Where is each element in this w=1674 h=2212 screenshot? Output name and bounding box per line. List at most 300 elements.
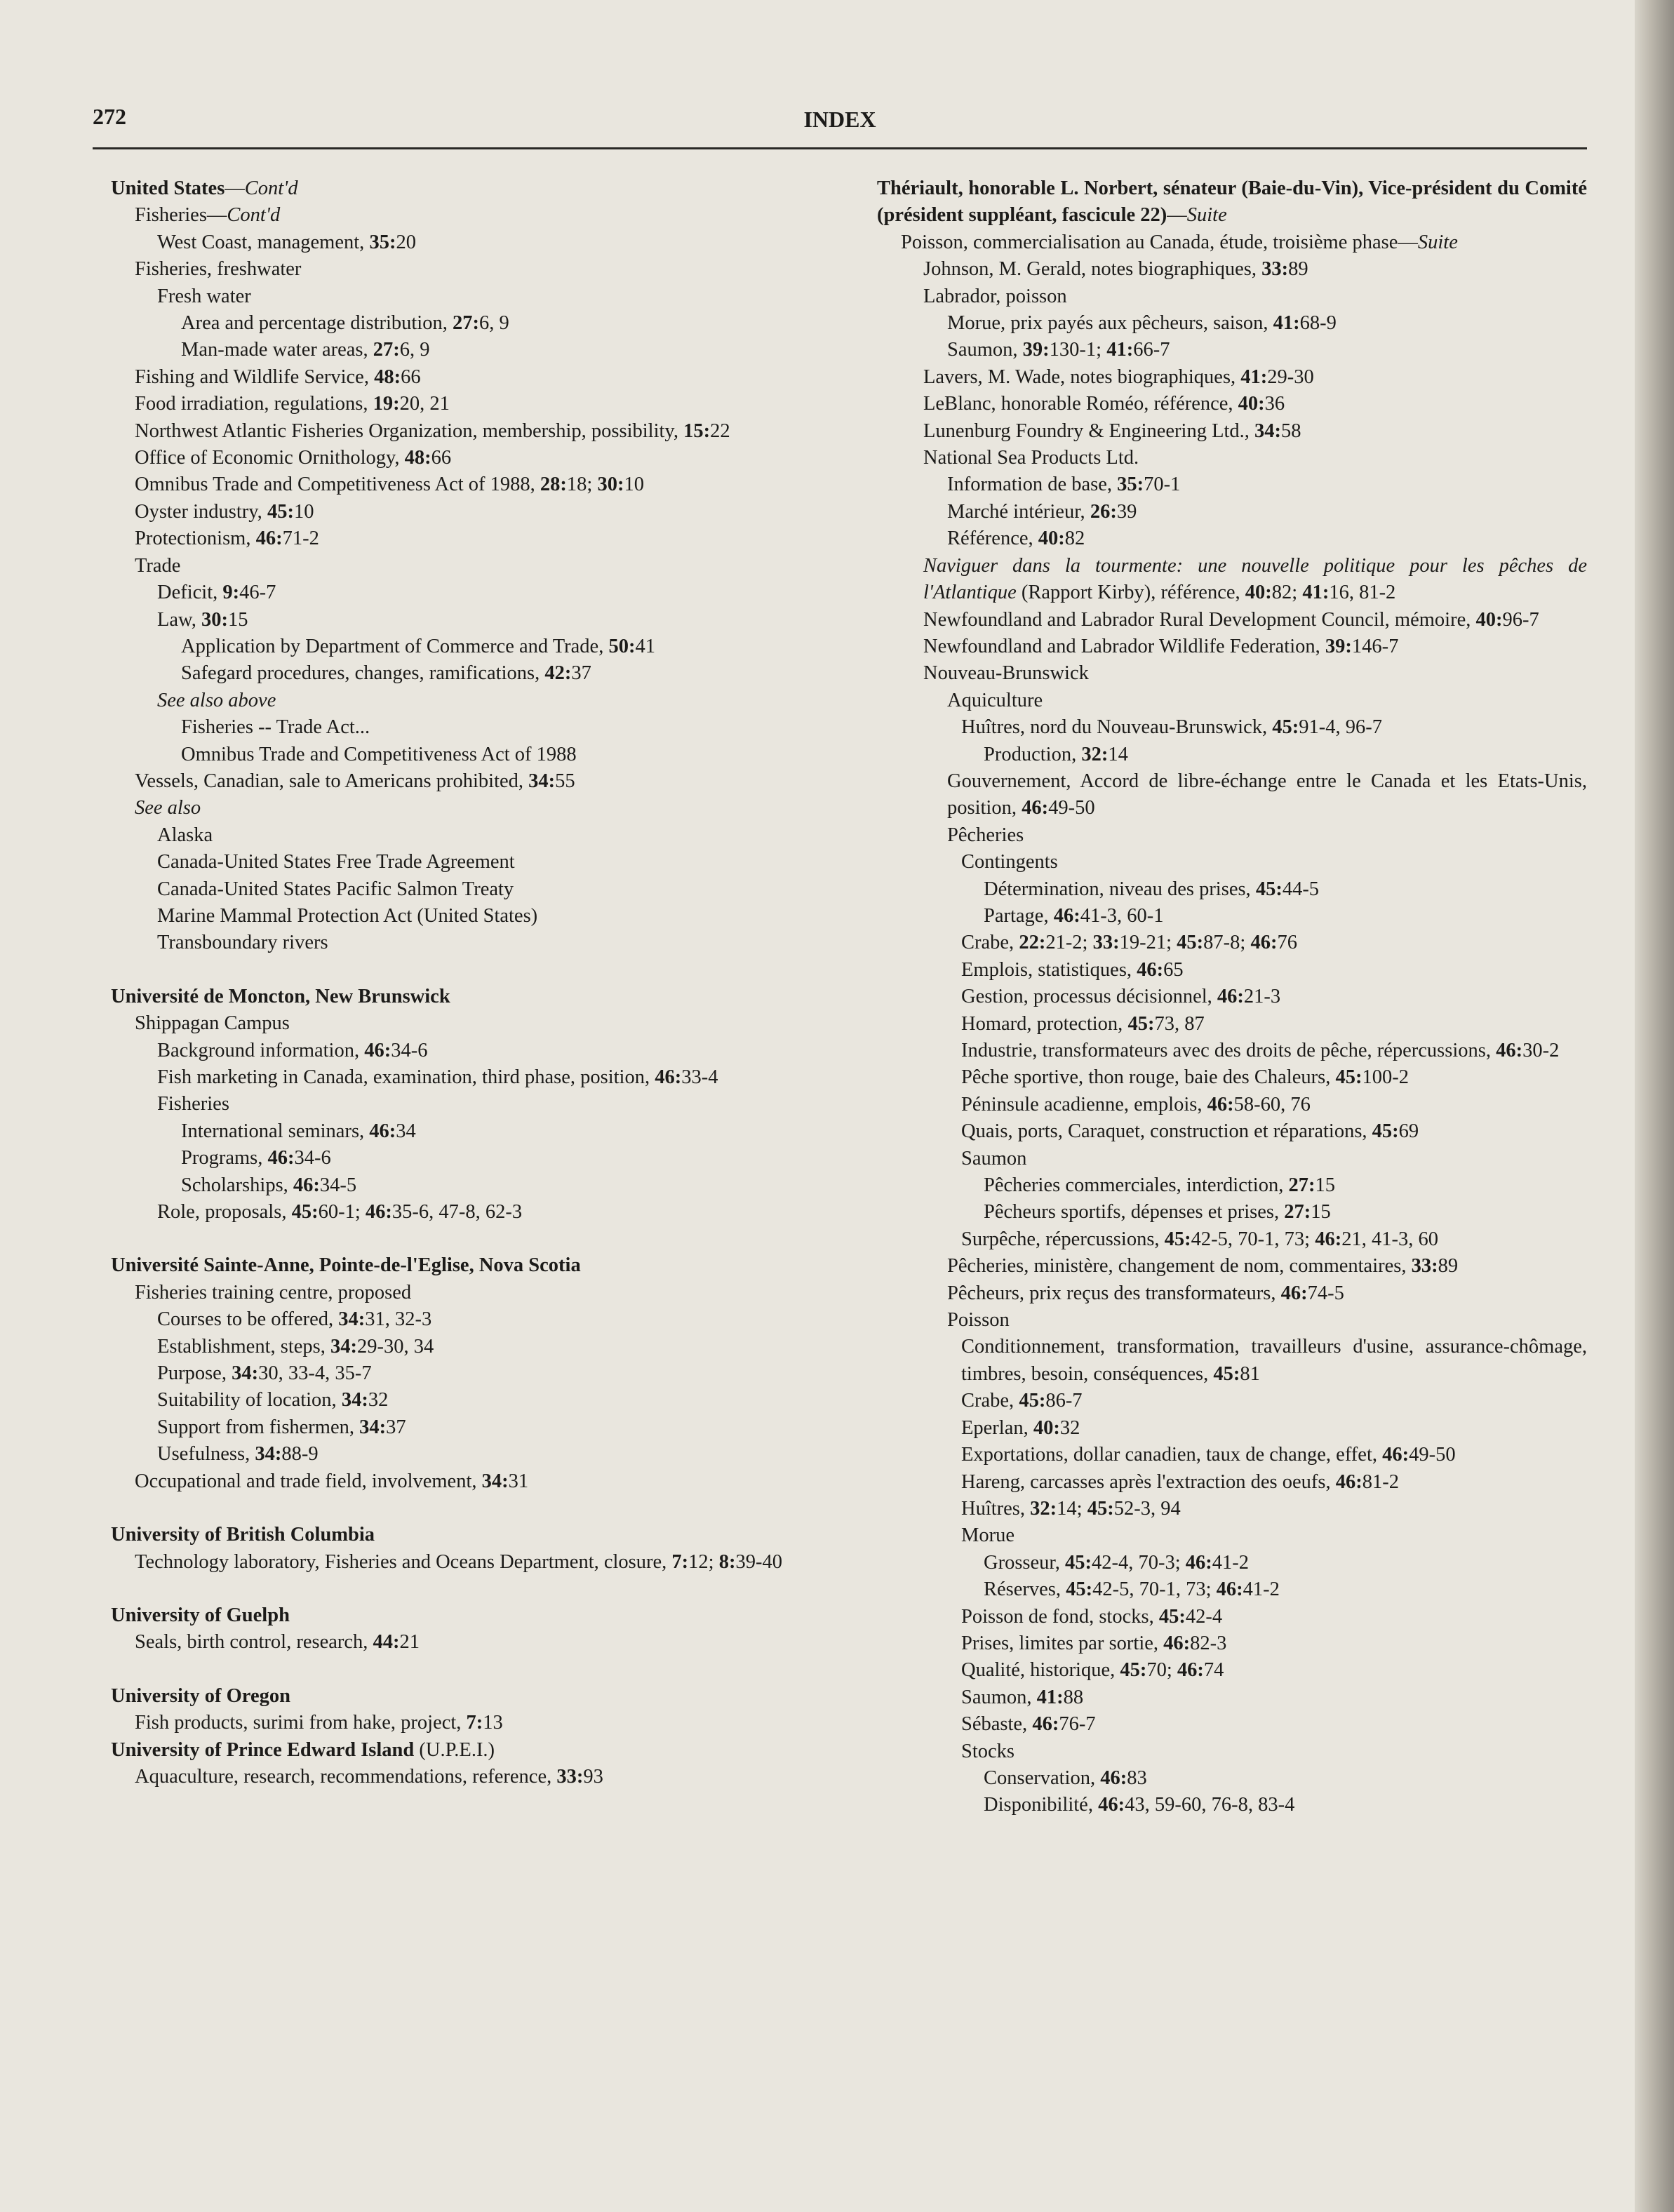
entry-text: 34 [396, 1120, 416, 1142]
entry-text: Transboundary rivers [157, 932, 328, 954]
entry-text: 42-5, 70-1, 73; [1191, 1228, 1315, 1250]
index-subentry [91, 1414, 831, 1441]
index-subentry [91, 1199, 831, 1226]
entry-text: Information de base, [947, 474, 1118, 496]
entry-text: 37 [386, 1416, 406, 1438]
entry-text: 60-1; [318, 1201, 366, 1224]
index-subentry [857, 1684, 1587, 1711]
entry-text: Industrie, transformateurs avec des droits de pêche, répercussions, [961, 1040, 1496, 1061]
index-subentry [91, 471, 831, 498]
index-subentry [857, 1765, 1587, 1792]
entry-text-bold: 30: [201, 608, 229, 631]
index-subentry [857, 660, 1587, 687]
entry-text: 12; [688, 1550, 719, 1573]
entry-text: 30-2 [1522, 1040, 1560, 1061]
entry-text: Shippagan Campus [135, 1012, 290, 1035]
entry-text: Morue, prix payés aux pêcheurs, saison, [947, 312, 1273, 335]
entry-text: 39 [1116, 500, 1137, 523]
entry-text-italic: Cont'd [227, 204, 281, 227]
index-subentry [91, 1710, 831, 1736]
entry-text-bold: 46: [255, 528, 283, 550]
entry-text-bold: 41: [1106, 339, 1134, 361]
entry-text-bold: 46: [1022, 797, 1049, 819]
index-column-left [91, 175, 831, 1790]
entry-text: Aquaculture, research, recommendations, reference, [135, 1765, 557, 1788]
entry-text: 44-5 [1282, 878, 1320, 900]
entry-text: Fisheries [157, 1093, 229, 1115]
entry-text: West Coast, management, [157, 231, 370, 253]
entry-text: 146-7 [1351, 635, 1399, 657]
entry-text: Labrador, poisson [923, 285, 1067, 307]
entry-text: Crabe, [961, 1390, 1019, 1412]
entry-text: 41-2 [1243, 1578, 1280, 1601]
entry-text-bold: 46: [655, 1066, 682, 1088]
index-subentry [91, 768, 831, 795]
entry-text-bold: 34: [1254, 420, 1282, 442]
entry-text: Sébaste, [961, 1713, 1033, 1736]
entry-text: Support from fishermen, [157, 1416, 360, 1438]
entry-text-bold: 32: [1081, 743, 1109, 765]
entry-text-bold: 46: [1250, 932, 1278, 954]
entry-text: Fisheries -- Trade Act... [181, 716, 370, 739]
entry-text: 73, 87 [1154, 1012, 1205, 1035]
entry-text-bold: 34: [481, 1470, 509, 1492]
entry-text: Occupational and trade field, involvement, [135, 1470, 482, 1492]
entry-text: Aquiculture [947, 689, 1043, 711]
index-subentry [91, 579, 831, 606]
index-subentry [91, 229, 831, 256]
entry-text-bold: 41: [1240, 366, 1268, 388]
entry-text: Protectionism, [135, 528, 256, 550]
entry-text: 89 [1438, 1255, 1459, 1278]
index-subentry [91, 1118, 831, 1145]
index-subentry [91, 391, 831, 417]
entry-text-bold: 46: [293, 1174, 320, 1196]
entry-text-bold: 33: [1092, 932, 1120, 954]
entry-text: Oyster industry, [135, 500, 267, 523]
index-subentry [857, 1738, 1587, 1765]
entry-text-bold: 46: [1496, 1040, 1523, 1061]
entry-text: 74-5 [1307, 1282, 1344, 1304]
index-subentry [857, 499, 1587, 525]
entry-text: 42-5, 70-1, 73; [1092, 1578, 1217, 1601]
entry-text: 49-50 [1409, 1444, 1456, 1466]
entry-text-bold: 33: [556, 1765, 584, 1788]
index-subentry [857, 957, 1587, 984]
entry-text: 31, 32-3 [365, 1308, 432, 1331]
index-subentry [857, 1118, 1587, 1145]
entry-text-bold: 45: [1065, 1551, 1092, 1574]
entry-text: Gouvernement, Accord de libre-échange entre le Canada et les Etats-Unis, position, [947, 770, 1587, 819]
index-subentry [857, 1280, 1587, 1307]
entry-text: 20 [396, 231, 416, 253]
entry-text-bold: 45: [1335, 1066, 1362, 1089]
index-subentry [857, 903, 1587, 930]
entry-text-bold: University of Guelph [111, 1604, 290, 1626]
index-subentry [91, 1468, 831, 1495]
entry-text-bold: 40: [1238, 393, 1265, 415]
entry-text-bold: 48: [404, 447, 431, 469]
index-subentry [91, 930, 831, 956]
entry-text-bold: Thériault, honorable L. Norbert, sénateur (Baie-du-Vin), Vice-président du Comité (président suppléant, fascicule 22) [877, 177, 1587, 227]
entry-text-bold: University of Oregon [111, 1684, 290, 1707]
entry-text-bold: 33: [1261, 258, 1289, 281]
entry-text: 58-60, 76 [1233, 1093, 1311, 1115]
index-subentry [857, 471, 1587, 498]
entry-text: 21 [399, 1631, 420, 1654]
entry-text-bold: 46: [1207, 1093, 1234, 1115]
entry-text: Poisson [947, 1309, 1010, 1332]
entry-text: LeBlanc, honorable Roméo, référence, [923, 393, 1238, 415]
index-subentry [857, 418, 1587, 445]
entry-text-bold: 45: [1158, 1605, 1186, 1628]
entry-text: 86-7 [1045, 1390, 1083, 1412]
entry-text: 22 [710, 420, 730, 442]
entry-text: 32 [368, 1389, 389, 1412]
entry-text-italic: Suite [1417, 231, 1458, 253]
entry-text: Exportations, dollar canadien, taux de change, effet, [961, 1444, 1383, 1466]
entry-text: 74 [1203, 1659, 1224, 1682]
entry-text: 41-3, 60-1 [1080, 904, 1164, 927]
entry-text: Office of Economic Ornithology, [135, 447, 405, 469]
entry-text: 15 [228, 608, 248, 631]
entry-text: Contingents [961, 851, 1058, 873]
entry-group-spacer [91, 1576, 831, 1602]
index-subentry [91, 364, 831, 391]
entry-text-bold: 46: [369, 1120, 396, 1142]
index-subentry [91, 1334, 831, 1360]
entry-text: 76 [1277, 932, 1297, 954]
entry-text: Usefulness, [157, 1443, 255, 1466]
entry-text-bold: 45: [1272, 716, 1299, 739]
entry-text-bold: 45: [1164, 1228, 1191, 1250]
entry-text: 42-4, 70-3; [1092, 1551, 1186, 1574]
entry-text-bold: 41: [1036, 1686, 1064, 1708]
index-subentry [857, 364, 1587, 391]
index-subentry [857, 1307, 1587, 1334]
entry-text: Application by Department of Commerce and Trade, [181, 635, 609, 657]
entry-text: 65 [1163, 958, 1184, 981]
index-subentry [857, 391, 1587, 417]
index-subentry [857, 1604, 1587, 1630]
page-title: INDEX [803, 107, 876, 132]
entry-text: 10 [293, 500, 314, 523]
entry-text: Surpêche, répercussions, [961, 1228, 1165, 1250]
entry-text: Lunenburg Foundry & Engineering Ltd., [923, 420, 1255, 442]
entry-text: 82-3 [1190, 1632, 1227, 1654]
entry-text-bold: 40: [1475, 608, 1503, 631]
entry-text-bold: 46: [365, 1201, 392, 1224]
index-subentry [91, 1629, 831, 1656]
entry-text: Fish marketing in Canada, examination, third phase, position, [157, 1066, 655, 1088]
index-subentry [91, 525, 831, 552]
entry-text-bold: 46: [1137, 958, 1164, 981]
entry-text: Disponibilité, [984, 1794, 1099, 1816]
entry-text: Canada-United States Pacific Salmon Treaty [157, 878, 514, 900]
running-header [93, 104, 1587, 143]
entry-text-bold: 46: [1217, 986, 1244, 1008]
entry-text: Péninsule acadienne, emplois, [961, 1093, 1207, 1115]
entry-text: Marine Mammal Protection Act (United States) [157, 904, 538, 927]
entry-text: 37 [571, 662, 591, 685]
entry-text: Pêcheries commerciales, interdiction, [984, 1174, 1289, 1197]
entry-text: 71-2 [282, 528, 319, 550]
index-subentry [857, 930, 1587, 956]
entry-text: Production, [984, 743, 1082, 765]
entry-text: Fisheries— [135, 204, 227, 227]
entry-text: Hareng, carcasses après l'extraction des oeufs, [961, 1470, 1336, 1493]
entry-text: 100-2 [1362, 1066, 1409, 1089]
index-subentry [91, 1360, 831, 1387]
entry-text-bold: 32: [1030, 1497, 1057, 1520]
entry-text-bold: 33: [1411, 1255, 1438, 1278]
entry-text-bold: 45: [1087, 1497, 1114, 1520]
index-column-right [857, 175, 1587, 1819]
entry-group-spacer [91, 957, 831, 984]
entry-text: Man-made water areas, [181, 339, 373, 361]
index-subentry [857, 337, 1587, 363]
entry-text-bold: 46: [1216, 1578, 1243, 1601]
entry-text: Conditionnement, transformation, travailleurs d'usine, assurance-chômage, timbres, besoin, conséquences, [961, 1336, 1587, 1385]
entry-text: 46-7 [239, 582, 276, 604]
index-subentry [91, 1010, 831, 1037]
entry-text: 6, 9 [478, 312, 509, 335]
entry-text: National Sea Products Ltd. [923, 447, 1139, 469]
entry-text: Purpose, [157, 1362, 232, 1385]
index-subentry [857, 742, 1587, 768]
entry-text: Stocks [961, 1740, 1015, 1762]
index-subentry [91, 1306, 831, 1333]
entry-text-bold: 35: [1117, 474, 1144, 496]
entry-text: Omnibus Trade and Competitiveness Act of 1988, [135, 474, 540, 496]
entry-text-bold: 39: [1325, 635, 1352, 657]
entry-text-bold: 27: [1288, 1174, 1315, 1197]
index-heading-entry [857, 175, 1587, 229]
entry-text: 13 [483, 1712, 503, 1734]
entry-text: Poisson de fond, stocks, [961, 1605, 1159, 1628]
index-subentry [857, 1415, 1587, 1442]
index-subentry [857, 283, 1587, 310]
entry-text: 66 [401, 366, 421, 388]
index-subentry [857, 984, 1587, 1010]
entry-text-italic: Naviguer dans la tourmente: une nouvelle politique pour les pêches de l'Atlantique [923, 554, 1587, 604]
entry-text-bold: 9: [222, 582, 240, 604]
entry-text-bold: 40: [1245, 582, 1272, 604]
entry-group-spacer [91, 1226, 831, 1252]
entry-text: 10 [624, 474, 644, 496]
index-subentry [91, 607, 831, 634]
entry-text-bold: 27: [1284, 1201, 1311, 1224]
entry-text: 20, 21 [399, 393, 450, 415]
entry-text-bold: 46: [1315, 1228, 1342, 1250]
entry-text: 32 [1059, 1416, 1080, 1439]
entry-text: 81 [1240, 1362, 1260, 1385]
entry-text: Canada-United States Free Trade Agreement [157, 851, 515, 873]
entry-text: Morue [961, 1524, 1015, 1547]
entry-text: 55 [555, 770, 575, 792]
entry-text-bold: 45: [1120, 1659, 1147, 1682]
index-subentry [857, 1469, 1587, 1496]
entry-text-bold: 45: [1066, 1578, 1093, 1601]
entry-text: 96-7 [1502, 608, 1539, 631]
entry-text: Vessels, Canadian, sale to Americans prohibited, [135, 770, 529, 792]
entry-text: Newfoundland and Labrador Wildlife Federation, [923, 635, 1325, 657]
index-subentry [857, 849, 1587, 876]
index-subentry [857, 553, 1587, 607]
index-subentry [857, 1630, 1587, 1657]
entry-text: 88 [1063, 1686, 1084, 1708]
entry-text: Fishing and Wildlife Service, [135, 366, 375, 388]
entry-text: Technology laboratory, Fisheries and Oceans Department, closure, [135, 1550, 672, 1573]
entry-text-bold: 46: [364, 1039, 391, 1061]
index-subentry [857, 1550, 1587, 1576]
entry-text: 70-1 [1144, 474, 1181, 496]
entry-text: Fisheries, freshwater [135, 258, 302, 281]
entry-text-bold: 39: [1022, 339, 1050, 361]
entry-text: International seminars, [181, 1120, 370, 1142]
entry-text: Pêcheries, ministère, changement de nom, commentaires, [947, 1255, 1412, 1278]
entry-text-bold: 28: [540, 474, 567, 496]
entry-text: Quais, ports, Caraquet, construction et réparations, [961, 1120, 1372, 1143]
entry-text: Lavers, M. Wade, notes biographiques, [923, 366, 1241, 388]
entry-text: 18; [566, 474, 598, 496]
index-subentry [91, 1280, 831, 1306]
entry-text-bold: 46: [1280, 1282, 1308, 1304]
entry-text: (U.P.E.I.) [414, 1738, 495, 1761]
entry-text: Fisheries training centre, proposed [135, 1281, 412, 1303]
index-subentry [91, 714, 831, 741]
entry-text: Trade [135, 554, 181, 577]
index-subentry [857, 1038, 1587, 1064]
entry-text: Northwest Atlantic Fisheries Organization, membership, possibility, [135, 420, 684, 442]
entry-text-bold: 40: [1038, 528, 1065, 550]
index-heading-entry [91, 1683, 831, 1710]
index-subentry [857, 1253, 1587, 1280]
index-subentry [857, 1011, 1587, 1038]
entry-text: 6, 9 [399, 339, 430, 361]
entry-text: Seals, birth control, research, [135, 1631, 373, 1654]
entry-text-bold: 34: [330, 1335, 357, 1358]
entry-text: Détermination, niveau des prises, [984, 878, 1256, 900]
index-subentry [857, 688, 1587, 714]
index-heading-entry [91, 1737, 831, 1764]
entry-text: Food irradiation, regulations, [135, 393, 373, 415]
index-heading-entry [91, 1602, 831, 1629]
entry-text: 21-2; [1045, 932, 1093, 954]
index-subentry [91, 688, 831, 714]
entry-text: 83 [1127, 1767, 1147, 1789]
entry-text: 36 [1264, 393, 1285, 415]
entry-text: Saumon, [947, 339, 1023, 361]
entry-group-spacer [91, 1495, 831, 1522]
entry-text-bold: 26: [1090, 500, 1117, 523]
entry-text: Courses to be offered, [157, 1308, 339, 1331]
entry-text: 88-9 [281, 1443, 319, 1466]
entry-text: Gestion, processus décisionnel, [961, 986, 1217, 1008]
index-subentry [857, 1092, 1587, 1118]
index-subentry [91, 418, 831, 445]
index-subentry [91, 1549, 831, 1576]
index-subentry [91, 445, 831, 471]
entry-text-bold: 8: [718, 1550, 736, 1573]
entry-text: 21, 41-3, 60 [1341, 1228, 1438, 1250]
index-subentry [857, 714, 1587, 741]
entry-text-bold: 45: [1372, 1120, 1399, 1143]
index-heading-entry [91, 1522, 831, 1548]
entry-text: Suitability of location, [157, 1389, 342, 1412]
entry-text: 34-6 [294, 1147, 331, 1169]
entry-text: Eperlan, [961, 1416, 1033, 1439]
index-subentry [857, 1711, 1587, 1738]
header-rule [93, 147, 1587, 149]
entry-text: 15 [1315, 1174, 1335, 1197]
entry-text: Conservation, [984, 1767, 1101, 1789]
entry-text-bold: 40: [1033, 1416, 1060, 1439]
index-subentry [857, 1146, 1587, 1172]
entry-text: 14 [1108, 743, 1128, 765]
entry-text: 33-4 [681, 1066, 718, 1088]
entry-text: 87-8; [1203, 932, 1251, 954]
entry-text-bold: 34: [255, 1443, 282, 1466]
entry-text: 66 [431, 447, 452, 469]
index-subentry [857, 1792, 1587, 1818]
entry-text: Fresh water [157, 285, 251, 307]
entry-text: Pêche sportive, thon rouge, baie des Chaleurs, [961, 1066, 1336, 1089]
entry-text: Marché intérieur, [947, 500, 1090, 523]
entry-text-bold: 46: [1098, 1794, 1125, 1816]
entry-text-italic: Cont'd [244, 177, 298, 199]
entry-text: Poisson, commercialisation au Canada, étude, troisième phase— [901, 231, 1418, 253]
index-subentry [91, 256, 831, 283]
entry-text: Establishment, steps, [157, 1335, 330, 1358]
entry-text-bold: 45: [1255, 878, 1283, 900]
entry-text-bold: Université Sainte-Anne, Pointe-de-l'Eglise, Nova Scotia [111, 1254, 581, 1277]
entry-text: 58 [1281, 420, 1301, 442]
entry-text-bold: 34: [359, 1416, 387, 1438]
entry-text: Deficit, [157, 582, 223, 604]
entry-text-bold: Université de Moncton, New Brunswick [111, 985, 450, 1007]
index-subentry [91, 660, 831, 687]
index-subentry [91, 742, 831, 768]
index-subentry [857, 525, 1587, 552]
entry-text: Safegard procedures, changes, ramifications, [181, 662, 545, 685]
index-subentry [91, 202, 831, 229]
entry-text: 43, 59-60, 76-8, 83-4 [1125, 1794, 1295, 1816]
entry-text-bold: 44: [373, 1631, 400, 1654]
index-subentry [857, 1064, 1587, 1091]
index-subentry [857, 1522, 1587, 1549]
entry-text-italic: See also above [157, 689, 276, 711]
entry-text: Background information, [157, 1039, 365, 1061]
index-subentry [91, 553, 831, 579]
entry-text: Huîtres, [961, 1497, 1031, 1520]
entry-text: 66-7 [1133, 339, 1170, 361]
entry-text-bold: 27: [373, 339, 400, 361]
index-heading-entry [91, 1252, 831, 1279]
index-subentry [857, 876, 1587, 903]
entry-text: 69 [1398, 1120, 1419, 1143]
index-subentry [91, 1145, 831, 1172]
entry-text: Alaska [157, 824, 213, 846]
index-subentry [857, 1576, 1587, 1603]
index-subentry [91, 1387, 831, 1414]
entry-text: — [1167, 204, 1187, 227]
index-subentry [91, 499, 831, 525]
entry-text: Nouveau-Brunswick [923, 662, 1089, 685]
entry-text: Crabe, [961, 932, 1019, 954]
entry-text-bold: University of British Columbia [111, 1524, 375, 1546]
entry-text: 16, 81-2 [1329, 582, 1396, 604]
